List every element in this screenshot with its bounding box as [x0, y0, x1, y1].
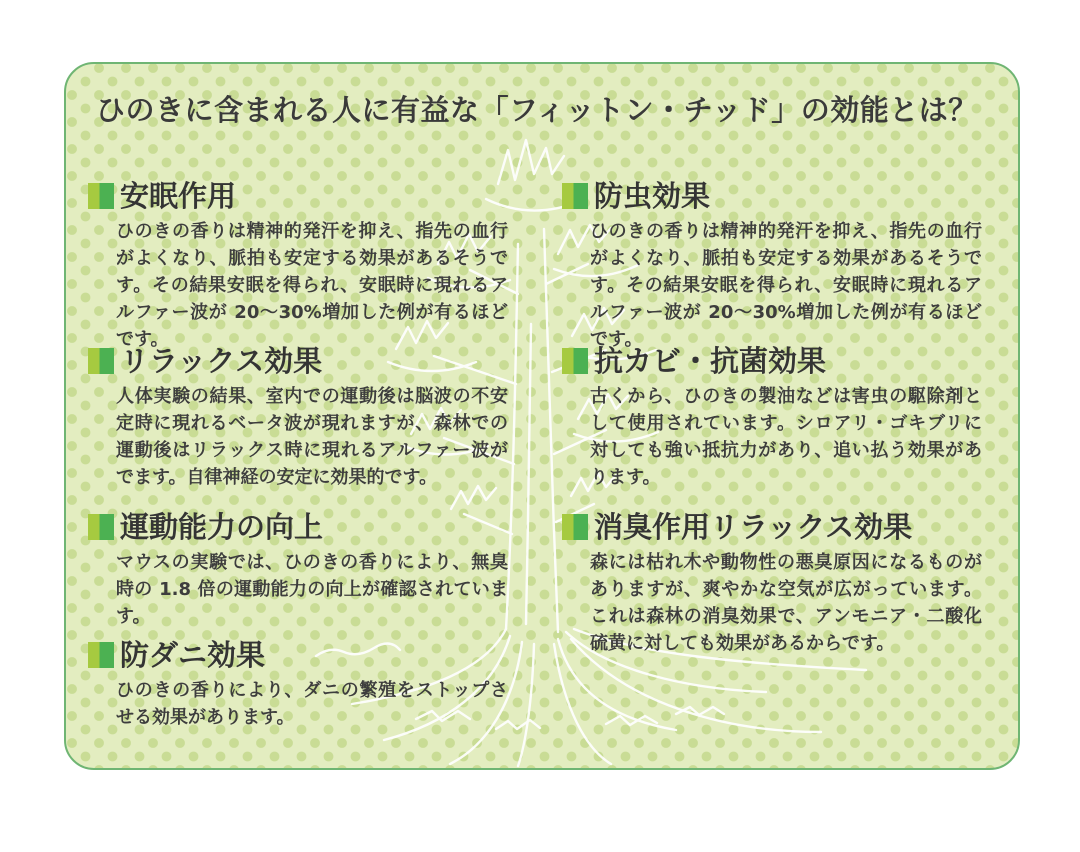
section-bullet-icon — [562, 348, 588, 374]
section-heading: リラックス効果 — [120, 344, 323, 378]
section-body: 人体実験の結果、室内での運動後は脳波の不安定時に現れるベータ波が現れますが、森林での運動後はリラックス時に現れるアルファー波がでます。自律神経の安定に効果的です。 — [116, 386, 508, 488]
section-heading-row — [562, 511, 982, 543]
section-heading: 抗カビ・抗菌効果 — [594, 344, 827, 378]
section-sleep — [88, 180, 508, 353]
section-bullet-icon — [88, 642, 114, 668]
section-anti-mite — [88, 639, 508, 731]
section-body: 森には枯れ木や動物性の悪臭原因になるものがありますが、爽やかな空気が広がっています。これは森林の消臭効果で、アンモニア・二酸化硫黄に対しても効果があるからです。 — [590, 552, 982, 654]
section-athletic — [88, 511, 508, 630]
section-heading-row — [88, 511, 508, 543]
section-body: ひのきの香りは精神的発汗を抑え、指先の血行がよくなり、脈拍も安定する効果があるそうです。その結果安眠を得られ、安眠時に現れるアルファー波が 20〜30%増加した例が有るほどです。 — [590, 221, 982, 350]
page-title: ひのきに含まれる人に有益な「フィットン・チッド」の効能とは？ — [96, 93, 978, 127]
section-anti-mold — [562, 345, 982, 491]
section-bullet-icon — [88, 183, 114, 209]
section-heading: 防虫効果 — [594, 179, 711, 213]
section-heading: 運動能力の向上 — [120, 510, 324, 544]
section-deodorant — [562, 511, 982, 657]
section-heading-row — [88, 180, 508, 212]
section-heading-row — [88, 345, 508, 377]
section-insect-repellent — [562, 180, 982, 353]
section-body: ひのきの香りにより、ダニの繁殖をストップさせる効果があります。 — [116, 680, 508, 728]
section-body: ひのきの香りは精神的発汗を抑え、指先の血行がよくなり、脈拍も安定する効果があるそうです。その結果安眠を得られ、安眠時に現れるアルファー波が 20〜30%増加した例が有るほどです。 — [116, 221, 508, 350]
section-bullet-icon — [88, 348, 114, 374]
section-bullet-icon — [562, 183, 588, 209]
section-body: マウスの実験では、ひのきの香りにより、無臭時の 1.8 倍の運動能力の向上が確認されています。 — [116, 552, 508, 627]
section-relax — [88, 345, 508, 491]
section-heading: 消臭作用リラックス効果 — [594, 510, 913, 544]
section-body: 古くから、ひのきの製油などは害虫の駆除剤として使用されています。シロアリ・ゴキブリに対しても強い抵抗力があり、追い払う効果があります。 — [590, 386, 982, 488]
section-bullet-icon — [562, 514, 588, 540]
section-heading: 防ダニ効果 — [120, 638, 266, 672]
section-heading-row — [88, 639, 508, 671]
section-heading-row — [562, 345, 982, 377]
infographic-card — [64, 62, 1020, 770]
section-bullet-icon — [88, 514, 114, 540]
section-heading: 安眠作用 — [120, 179, 237, 213]
section-heading-row — [562, 180, 982, 212]
